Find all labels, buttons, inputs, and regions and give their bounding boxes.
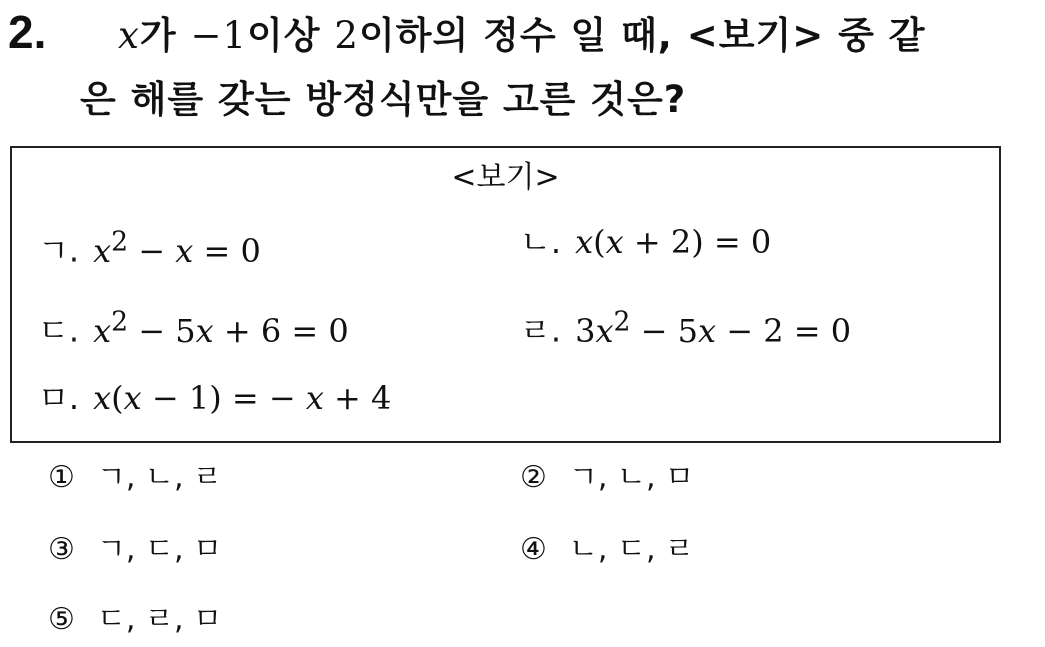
choice-number: ③ (48, 532, 75, 567)
example-item-equation: $x^2 - 5x + 6 = 0$ (93, 306, 349, 350)
question-line-1 (118, 12, 925, 60)
example-item-rieul (520, 300, 851, 353)
example-box (10, 146, 1001, 443)
example-item-label: ㄴ. (520, 223, 562, 261)
choice-text: ㄱ, ㄴ, ㅁ (568, 460, 694, 495)
example-box-title: <보기> (451, 160, 560, 195)
answer-choice-4[interactable] (520, 530, 694, 570)
question-text-b: 이상 (247, 14, 335, 57)
question-number: 2. (8, 6, 47, 58)
answer-choice-1[interactable] (48, 458, 222, 498)
example-item-equation: x(x + 2) = 0 (575, 223, 772, 261)
answer-choice-5[interactable] (48, 600, 222, 640)
choice-text: ㄱ, ㄷ, ㅁ (96, 532, 222, 567)
answer-choice-3[interactable] (48, 530, 222, 570)
choice-text: ㄱ, ㄴ, ㄹ (96, 460, 222, 495)
choice-number: ① (48, 460, 75, 495)
example-item-mieum (38, 376, 391, 420)
choice-text: ㄴ, ㄷ, ㄹ (568, 532, 694, 567)
choice-text: ㄷ, ㄹ, ㅁ (96, 602, 222, 637)
question-text-c: 이하의 정수 일 때, <보기> 중 같 (358, 14, 926, 57)
example-item-label: ㄱ. (38, 231, 80, 270)
choice-number: ⑤ (48, 602, 75, 637)
example-item-nieun (520, 220, 771, 264)
choice-number: ② (520, 460, 547, 495)
question-text-a: 가 (139, 14, 191, 57)
question-upper-bound: 2 (334, 14, 359, 57)
question-variable: x (118, 14, 140, 57)
example-item-label: ㅁ. (38, 379, 80, 417)
question-lower-bound: −1 (190, 14, 248, 57)
example-item-equation: x(x − 1) = − x + 4 (93, 379, 392, 417)
question-line-2: 은 해를 갖는 방정식만을 고른 것은? (80, 78, 687, 121)
choice-number: ④ (520, 532, 547, 567)
example-item-giyeok (38, 220, 261, 273)
example-item-digeut (38, 300, 349, 353)
answer-choice-2[interactable] (520, 458, 694, 498)
example-item-label: ㄷ. (38, 311, 80, 350)
example-item-equation: $x^2 - x = 0$ (93, 226, 261, 270)
example-item-equation: $3x^2 - 5x - 2 = 0$ (575, 306, 852, 350)
example-item-label: ㄹ. (520, 311, 562, 350)
